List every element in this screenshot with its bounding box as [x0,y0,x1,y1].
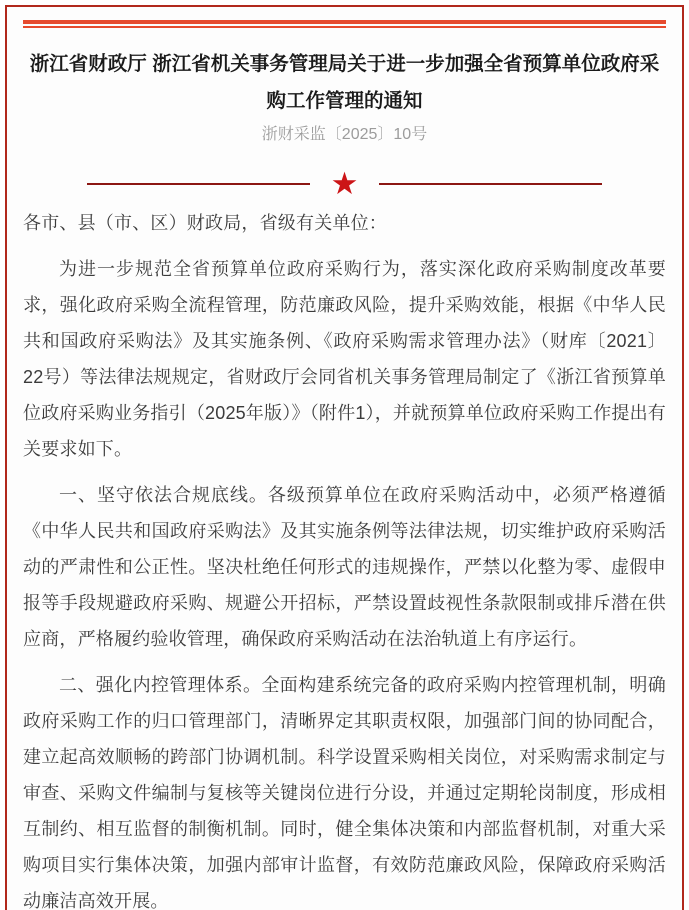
star-divider [23,166,666,201]
doc-number: 浙财采监〔2025〕10号 [261,126,428,143]
rule-thin-line [23,26,666,28]
divider-line-left [87,183,310,185]
notice-title: 浙江省财政厅 浙江省机关事务管理局关于进一步加强全省预算单位政府采购工作管理的通知 [29,53,660,112]
page-frame [5,5,684,910]
notice-body [23,205,666,910]
rule-thick-line [23,20,666,24]
star-icon: ★ [330,166,359,201]
paragraph-section-2: 二、强化内控管理体系。全面构建系统完备的政府采购内控管理机制，明确政府采购工作的归口管理部门，清晰界定其职责权限，加强部门间的协同配合，建立起高效顺畅的跨部门协调机制。科学设置采购相关岗位，对采购需求制定与审查、采购文件编制与复核等关键岗位进行分设，并通过定期轮岗制度，形成相互制约、相互监督的制衡机制。同时，健全集体决策和内部监督机制，对重大采购项目实行集体决策，加强内部审计监督，有效防范廉政风险，保障政府采购活动廉洁高效开展。 [23,675,666,910]
paragraph-intro: 为进一步规范全省预算单位政府采购行为，落实深化政府采购制度改革要求，强化政府采购全流程管理，防范廉政风险，提升采购效能，根据《中华人民共和国政府采购法》及其实施条例、《政府采购需求管理办法》（财库〔2021〕22号）等法律法规规定，省财政厅会同省机关事务管理局制定了《浙江省预算单位政府采购业务指引（2025年版）》（附件1），并就预算单位政府采购工作提出有关要求如下。 [23,259,666,459]
top-double-rule [23,20,666,28]
divider-line-right [379,183,602,185]
paragraph-section-1: 一、坚守依法合规底线。各级预算单位在政府采购活动中，必须严格遵循《中华人民共和国政府采购法》及其实施条例等法律法规，切实维护政府采购活动的严肃性和公正性。坚决杜绝任何形式的违规操作，严禁以化整为零、虚假申报等手段规避政府采购、规避公开招标，严禁设置歧视性条款限制或排斥潜在供应商，严格履约验收管理，确保政府采购活动在法治轨道上有序运行。 [23,485,666,649]
salutation: 各市、县（市、区）财政局，省级有关单位： [23,213,387,233]
